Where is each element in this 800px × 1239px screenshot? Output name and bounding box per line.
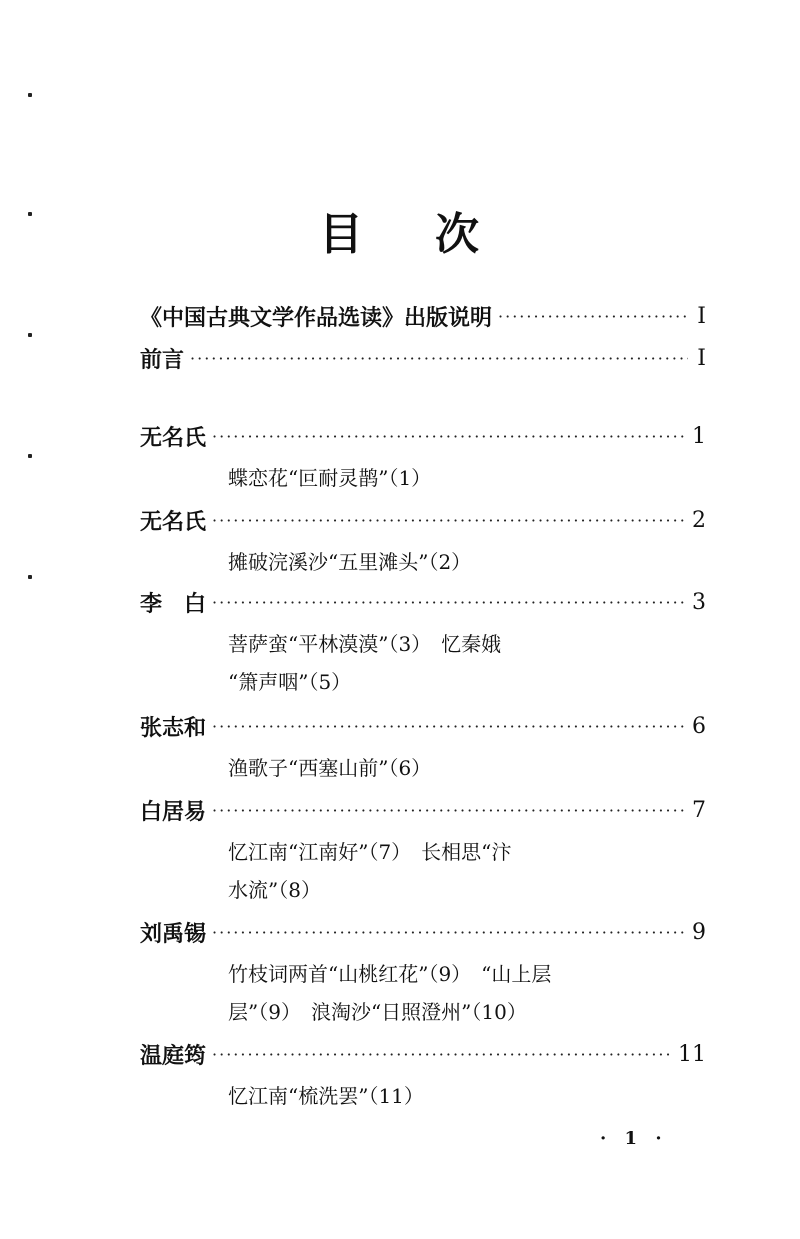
toc-entry-author: [140, 418, 706, 454]
title-part-2: 次: [435, 209, 481, 260]
title-part-1: 目: [319, 209, 365, 260]
toc-entry-author: [140, 708, 706, 744]
dot-leader: [212, 427, 686, 446]
toc-entry-page: 3: [692, 589, 706, 615]
author-name: 无名氏: [140, 424, 207, 451]
work-line: 竹枝词两首“山桃红花”（9） “山上层: [228, 962, 552, 986]
work-line: 菩萨蛮“平林漠漠”（3） 忆秦娥: [228, 632, 502, 656]
page-title: [0, 198, 800, 262]
scan-speck: [28, 333, 32, 337]
dot-leader: [212, 593, 686, 612]
work-line: 层”（9） 浪淘沙“日照澄州”（10）: [228, 1000, 527, 1024]
work-line: 渔歌子“西塞山前”（6）: [228, 756, 432, 780]
author-name: 白居易: [140, 798, 207, 825]
dot-leader: [212, 511, 686, 530]
toc-entry-page: Ⅰ: [697, 303, 706, 329]
dot-leader: [212, 717, 686, 736]
toc-entry-publication-note: [140, 298, 706, 334]
toc-entry-page: 2: [692, 507, 706, 533]
scan-speck: [28, 454, 32, 458]
author-name: 温庭筠: [140, 1042, 207, 1069]
toc-entry-page: 9: [692, 919, 706, 945]
dot-leader: [498, 307, 688, 326]
toc-entry-page: 1: [692, 423, 706, 449]
author-name: 张志和: [140, 714, 207, 741]
work-line: 摊破浣溪沙“五里滩头”（2）: [228, 550, 472, 574]
toc-entry-page: 6: [692, 713, 706, 739]
author-name: 李 白: [140, 590, 207, 617]
dot-leader: [190, 349, 688, 368]
toc-entry-author: [140, 502, 706, 538]
work-line: 蝶恋花“叵耐灵鹊”（1）: [228, 466, 432, 490]
page-number: · 1 ·: [600, 1128, 668, 1149]
work-line: 忆江南“江南好”（7） 长相思“汴: [228, 840, 512, 864]
toc-entry-author: [140, 914, 706, 950]
toc-entry-author: [140, 792, 706, 828]
work-line: 水流”（8）: [228, 878, 321, 902]
scan-speck: [28, 93, 32, 97]
toc-entry-page: Ⅰ: [697, 345, 706, 371]
dot-leader: [212, 1045, 672, 1064]
work-line: “箫声咽”（5）: [228, 670, 352, 694]
toc-entry-author: [140, 1036, 706, 1072]
toc-entry-page: 7: [692, 797, 706, 823]
toc-entry-page: 11: [678, 1041, 706, 1067]
author-name: 刘禹锡: [140, 920, 207, 947]
toc-entry-preface: [140, 340, 706, 376]
toc-entry-label: 前言: [140, 346, 185, 373]
work-line: 忆江南“梳洗罢”（11）: [228, 1084, 424, 1108]
dot-leader: [212, 923, 686, 942]
toc-entry-label: 《中国古典文学作品选读》出版说明: [140, 304, 493, 331]
dot-leader: [212, 801, 686, 820]
author-name: 无名氏: [140, 508, 207, 535]
scan-speck: [28, 575, 32, 579]
toc-entry-author: [140, 584, 706, 620]
